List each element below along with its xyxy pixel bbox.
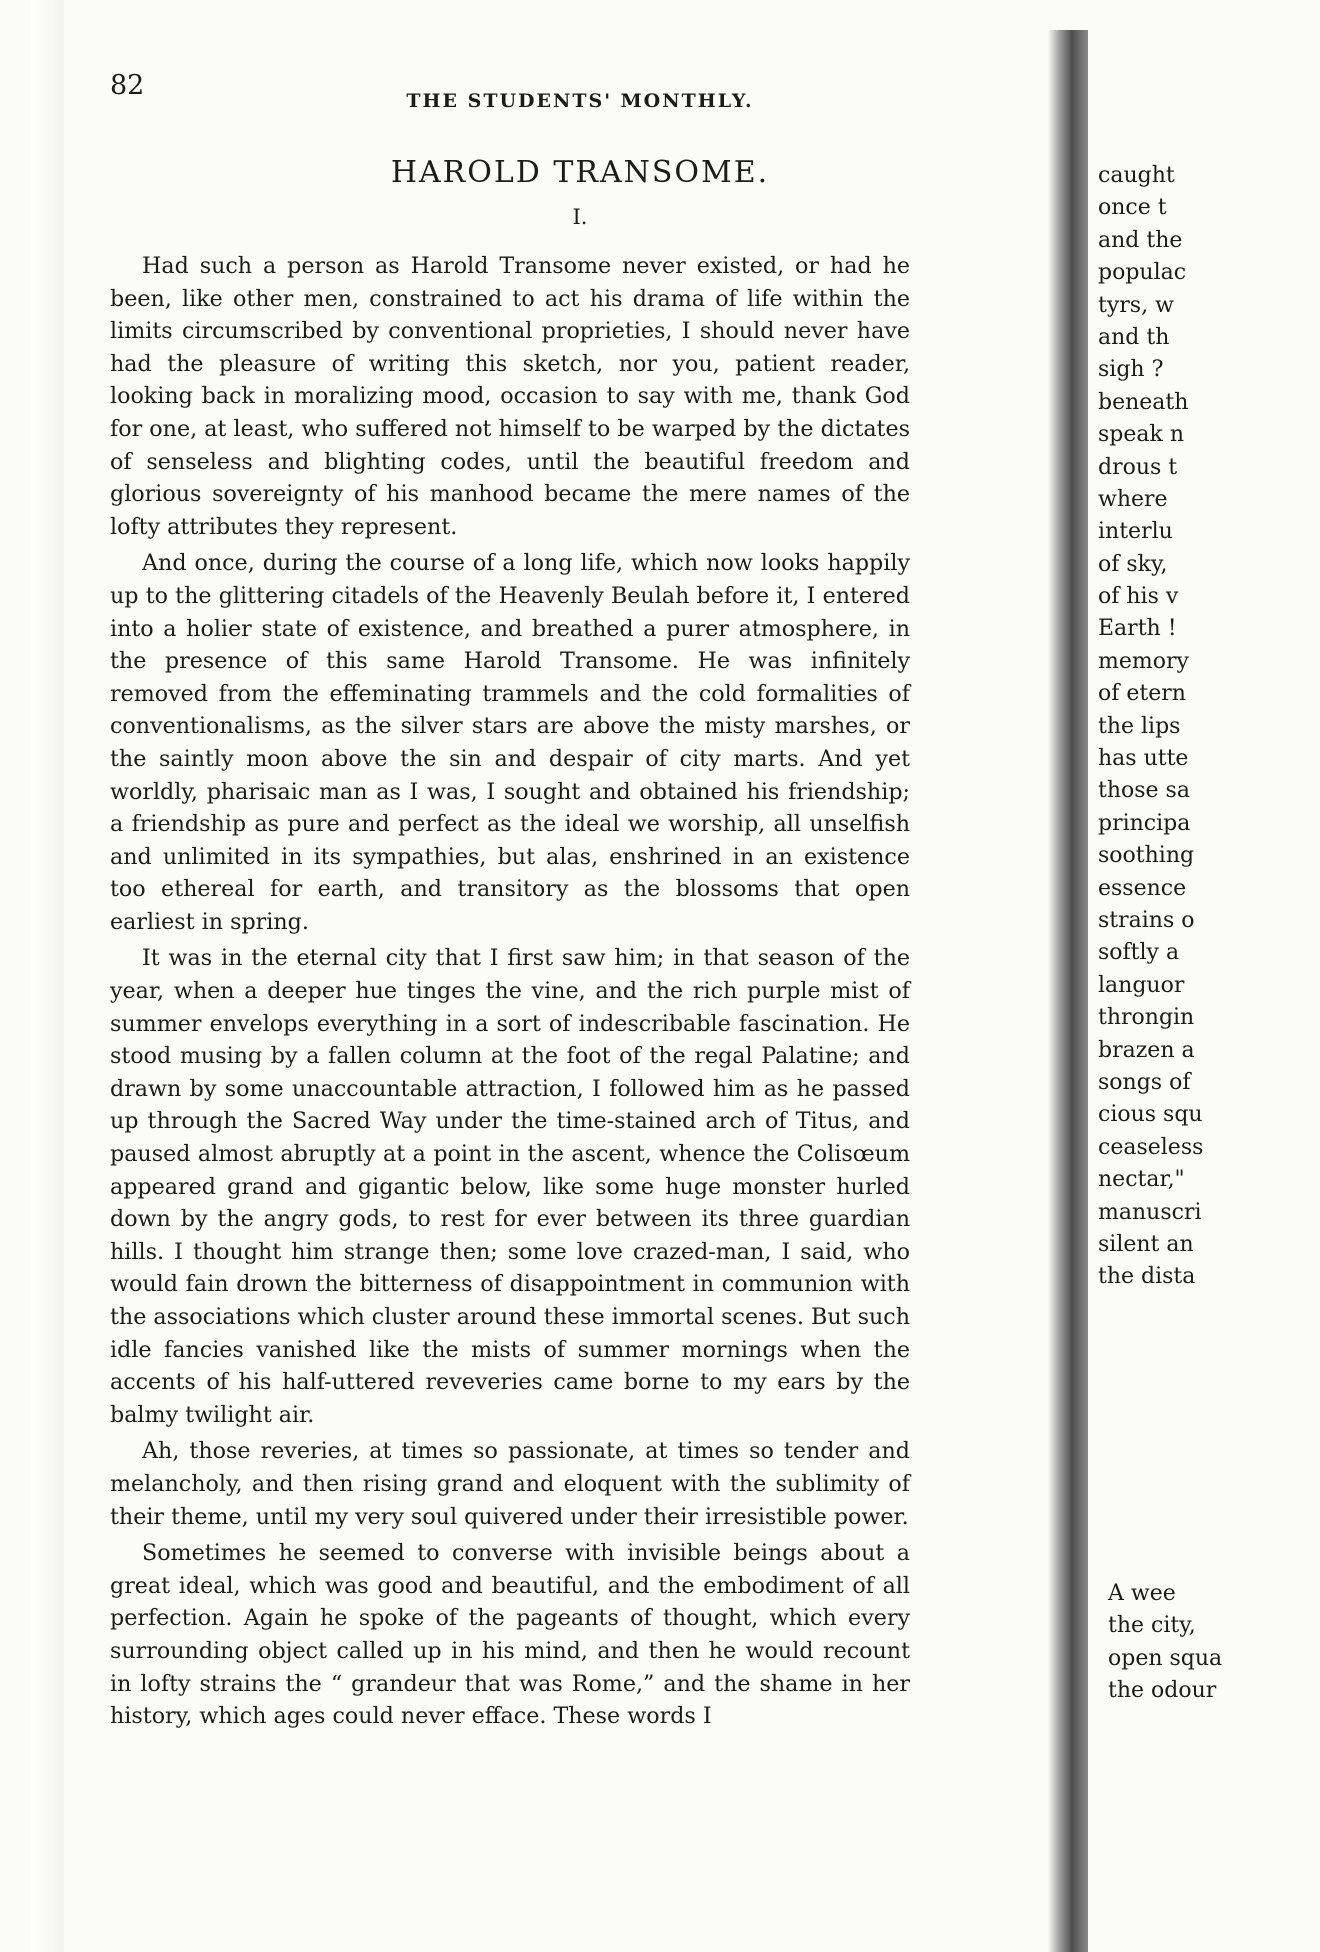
text-fragment: memory: [1098, 648, 1189, 674]
article-title: HAROLD TRANSOME.: [390, 155, 770, 190]
text-fragment: populac: [1098, 260, 1187, 286]
text-fragment: has utte: [1098, 746, 1189, 772]
text-fragment: the odour: [1108, 1678, 1217, 1704]
text-fragment: and the: [1098, 227, 1183, 253]
running-head: THE STUDENTS' MONTHLY.: [406, 90, 754, 112]
article-body: [110, 250, 910, 1737]
text-fragment: tyrs, w: [1098, 292, 1174, 318]
right-page: [1088, 0, 1320, 1952]
section-numeral: I.: [572, 205, 588, 229]
text-fragment: essence: [1098, 875, 1187, 901]
text-fragment: strains o: [1098, 907, 1195, 933]
text-fragment: the lips: [1098, 713, 1181, 739]
text-fragment: beneath: [1098, 389, 1189, 415]
text-fragment: where: [1098, 486, 1168, 512]
paragraph: It was in the eternal city that I first saw him; in that season of the year, when a deeper hue tinges the vine, and the rich purple mist of summer envelops everything in a sort of indescribable fascination. He stood musing by a fallen column at the foot of the regal Palatine; and drawn by some unaccountable attraction, I followed him as he passed up through the Sacred Way under the time-stained arch of Titus, and paused almost abruptly at a point in the ascent, whence the Colisœum appeared grand and gigantic below, like some huge monster hurled down by the angry gods, to rest for ever between its three guardian hills. I thought him strange then; some love crazed-man, I said, who would fain drown the bitterness of disappointment in communion with the associations which cluster around these immortal scenes. But such idle fancies vanished like the mists of summer mornings when the accents of his half-uttered reveveries came borne to my ears by the balmy twilight air.: [110, 945, 910, 1428]
text-fragment: speak n: [1098, 422, 1185, 448]
text-fragment: those sa: [1098, 778, 1190, 804]
paragraph: And once, during the course of a long life, which now looks happily up to the glittering citadels of the Heavenly Beulah before it, I entered into a holier state of existence, and breathed a purer atmosphere, in the presence of this same Harold Transome. He was infinitely removed from the effeminating trammels and the cold formalities of conventionalisms, as the silver stars are above the misty marshes, or the saintly moon above the sin and despair of city marts. And yet worldly, pharisaic man as I was, I sought and obtained his friendship; a friendship as pure and perfect as the ideal we worship, all unselfish and unlimited in its sympathies, but alas, enshrined in an existence too ethereal for earth, and transitory as the blossoms that open earliest in spring.: [110, 550, 910, 935]
text-fragment: Earth !: [1098, 616, 1177, 642]
text-fragment: interlu: [1098, 519, 1173, 545]
text-fragment: sigh ?: [1098, 357, 1164, 383]
text-fragment: songs of: [1098, 1069, 1191, 1095]
text-fragment: manuscri: [1098, 1199, 1202, 1225]
paragraph: Had such a person as Harold Transome never existed, or had he been, like other men, constrained to act his drama of life within the limits circumscribed by conventional proprieties, I should never have had the pleasure of writing this sketch, nor you, patient reader, looking back in moralizing mood, occasion to say with me, thank God for one, at least, who suffered not himself to be warped by the dictates of senseless and blighting codes, until the beautiful freedom and glorious sovereignty of his manhood became the mere names of the lofty attributes they represent.: [110, 253, 910, 540]
text-fragment: A wee: [1108, 1581, 1176, 1606]
text-fragment: throngin: [1098, 1005, 1195, 1031]
text-fragment: cious squ: [1098, 1102, 1203, 1128]
text-fragment: open squa: [1108, 1645, 1223, 1671]
page-edge: [30, 0, 64, 1952]
text-fragment: silent an: [1098, 1231, 1194, 1257]
text-fragment: the city,: [1108, 1613, 1196, 1639]
text-fragment: soothing: [1098, 843, 1195, 869]
text-fragment: softly a: [1098, 940, 1180, 966]
text-fragment: nectar,": [1098, 1167, 1185, 1193]
text-fragment: of sky,: [1098, 551, 1168, 577]
text-fragment: of etern: [1098, 681, 1186, 707]
text-fragment: the dista: [1098, 1264, 1196, 1290]
text-fragment: languor: [1098, 972, 1185, 998]
paragraph: Sometimes he seemed to converse with invisible beings about a great ideal, which was good and beautiful, and the embodiment of all perfection. Again he spoke of the pageants of thought, which every surrounding object called up in his mind, and then he would recount in lofty strains the “ grandeur that was Rome,” and the shame in her history, which ages could never efface. These words I: [110, 1540, 910, 1730]
text-fragment: caught: [1098, 163, 1175, 188]
book-gutter: [1048, 30, 1088, 1952]
text-fragment: principa: [1098, 810, 1191, 836]
text-fragment: of his v: [1098, 584, 1179, 610]
text-fragment: drous t: [1098, 454, 1178, 480]
text-fragment: brazen a: [1098, 1037, 1195, 1063]
text-fragment: ceaseless: [1098, 1134, 1204, 1160]
text-fragment: once t: [1098, 195, 1167, 221]
paragraph: Ah, those reveries, at times so passionate, at times so tender and melancholy, and then rising grand and eloquent with the sublimity of their theme, until my very soul quivered under their irresistible power.: [110, 1438, 910, 1530]
text-fragment: and th: [1098, 324, 1170, 350]
page-number: 82: [110, 70, 145, 101]
right-page-text: [1098, 160, 1203, 1294]
right-page-text-lower: [1108, 1578, 1222, 1708]
